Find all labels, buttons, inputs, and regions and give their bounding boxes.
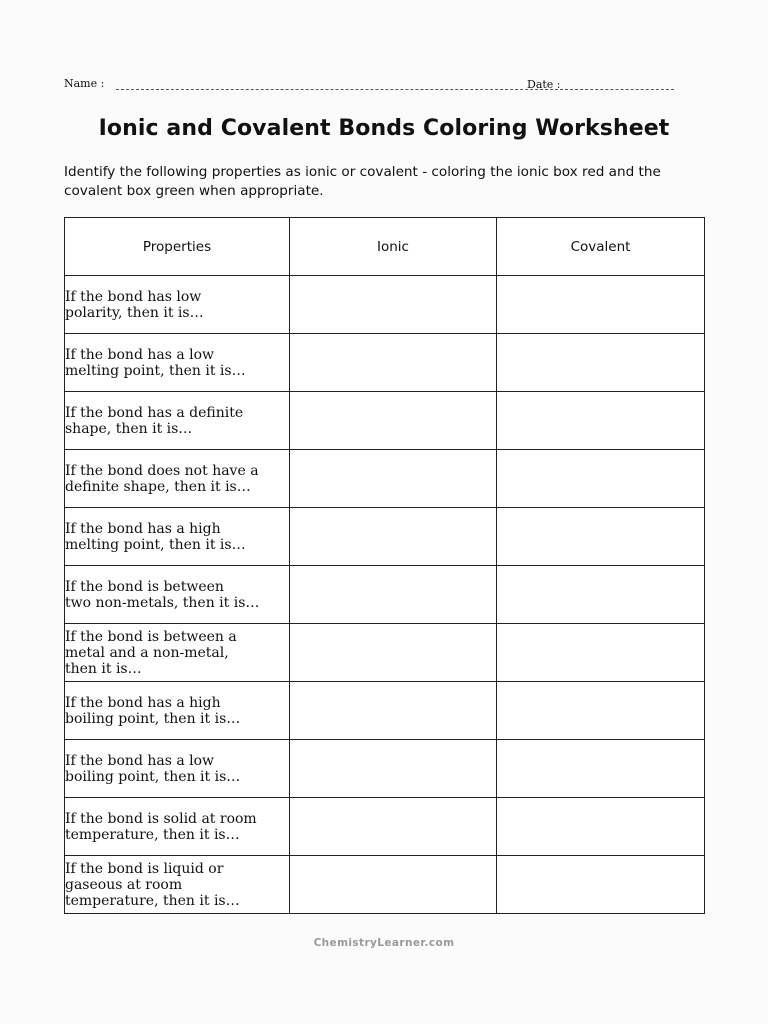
table-row (65, 450, 705, 508)
worksheet-title: Ionic and Covalent Bonds Coloring Worksheet (98, 116, 670, 141)
name-date-row (64, 77, 684, 93)
covalent-answer-cell[interactable] (497, 334, 705, 392)
table-row (65, 508, 705, 566)
ionic-answer-cell[interactable] (290, 624, 497, 682)
table-row (65, 682, 705, 740)
property-cell: If the bond is between two non-metals, then it is… (65, 566, 290, 624)
covalent-answer-cell[interactable] (497, 856, 705, 914)
ionic-answer-cell[interactable] (290, 740, 497, 798)
property-cell: If the bond has a high boiling point, then it is… (65, 682, 290, 740)
property-cell: If the bond has a high melting point, then it is… (65, 508, 290, 566)
instructions-text: Identify the following properties as ionic or covalent - coloring the ionic box red and the covalent box green when appropriate. (64, 164, 661, 199)
ionic-answer-cell[interactable] (290, 392, 497, 450)
covalent-answer-cell[interactable] (497, 798, 705, 856)
ionic-answer-cell[interactable] (290, 856, 497, 914)
property-cell: If the bond has a definite shape, then it is… (65, 392, 290, 450)
property-cell: If the bond is solid at room temperature, then it is… (65, 798, 290, 856)
table-row (65, 392, 705, 450)
ionic-answer-cell[interactable] (290, 566, 497, 624)
ionic-answer-cell[interactable] (290, 334, 497, 392)
ionic-answer-cell[interactable] (290, 276, 497, 334)
ionic-answer-cell[interactable] (290, 508, 497, 566)
column-header-ionic: Ionic (290, 218, 497, 276)
column-header-covalent: Covalent (497, 218, 705, 276)
properties-table (64, 217, 705, 914)
covalent-answer-cell[interactable] (497, 624, 705, 682)
date-label: Date : (527, 78, 561, 91)
footer-watermark: ChemistryLearner.com (313, 937, 455, 949)
table-row (65, 624, 705, 682)
table-row (65, 276, 705, 334)
property-cell: If the bond is between a metal and a non-metal, then it is… (65, 624, 290, 682)
name-label: Name : (64, 77, 105, 90)
property-cell: If the bond has a low boiling point, then it is… (65, 740, 290, 798)
covalent-answer-cell[interactable] (497, 450, 705, 508)
table-header-row (65, 218, 705, 276)
table-row (65, 856, 705, 914)
covalent-answer-cell[interactable] (497, 682, 705, 740)
covalent-answer-cell[interactable] (497, 508, 705, 566)
property-cell: If the bond has a low melting point, then it is… (65, 334, 290, 392)
covalent-answer-cell[interactable] (497, 276, 705, 334)
ionic-answer-cell[interactable] (290, 798, 497, 856)
covalent-answer-cell[interactable] (497, 740, 705, 798)
date-field-line[interactable] (570, 89, 674, 90)
property-cell: If the bond is liquid or gaseous at room temperature, then it is… (65, 856, 290, 914)
table-row (65, 334, 705, 392)
name-field-line[interactable] (116, 89, 578, 90)
covalent-answer-cell[interactable] (497, 566, 705, 624)
ionic-answer-cell[interactable] (290, 682, 497, 740)
table-row (65, 566, 705, 624)
property-cell: If the bond does not have a definite shape, then it is… (65, 450, 290, 508)
table-row (65, 740, 705, 798)
column-header-properties: Properties (65, 218, 290, 276)
property-cell: If the bond has low polarity, then it is… (65, 276, 290, 334)
covalent-answer-cell[interactable] (497, 392, 705, 450)
table-row (65, 798, 705, 856)
ionic-answer-cell[interactable] (290, 450, 497, 508)
